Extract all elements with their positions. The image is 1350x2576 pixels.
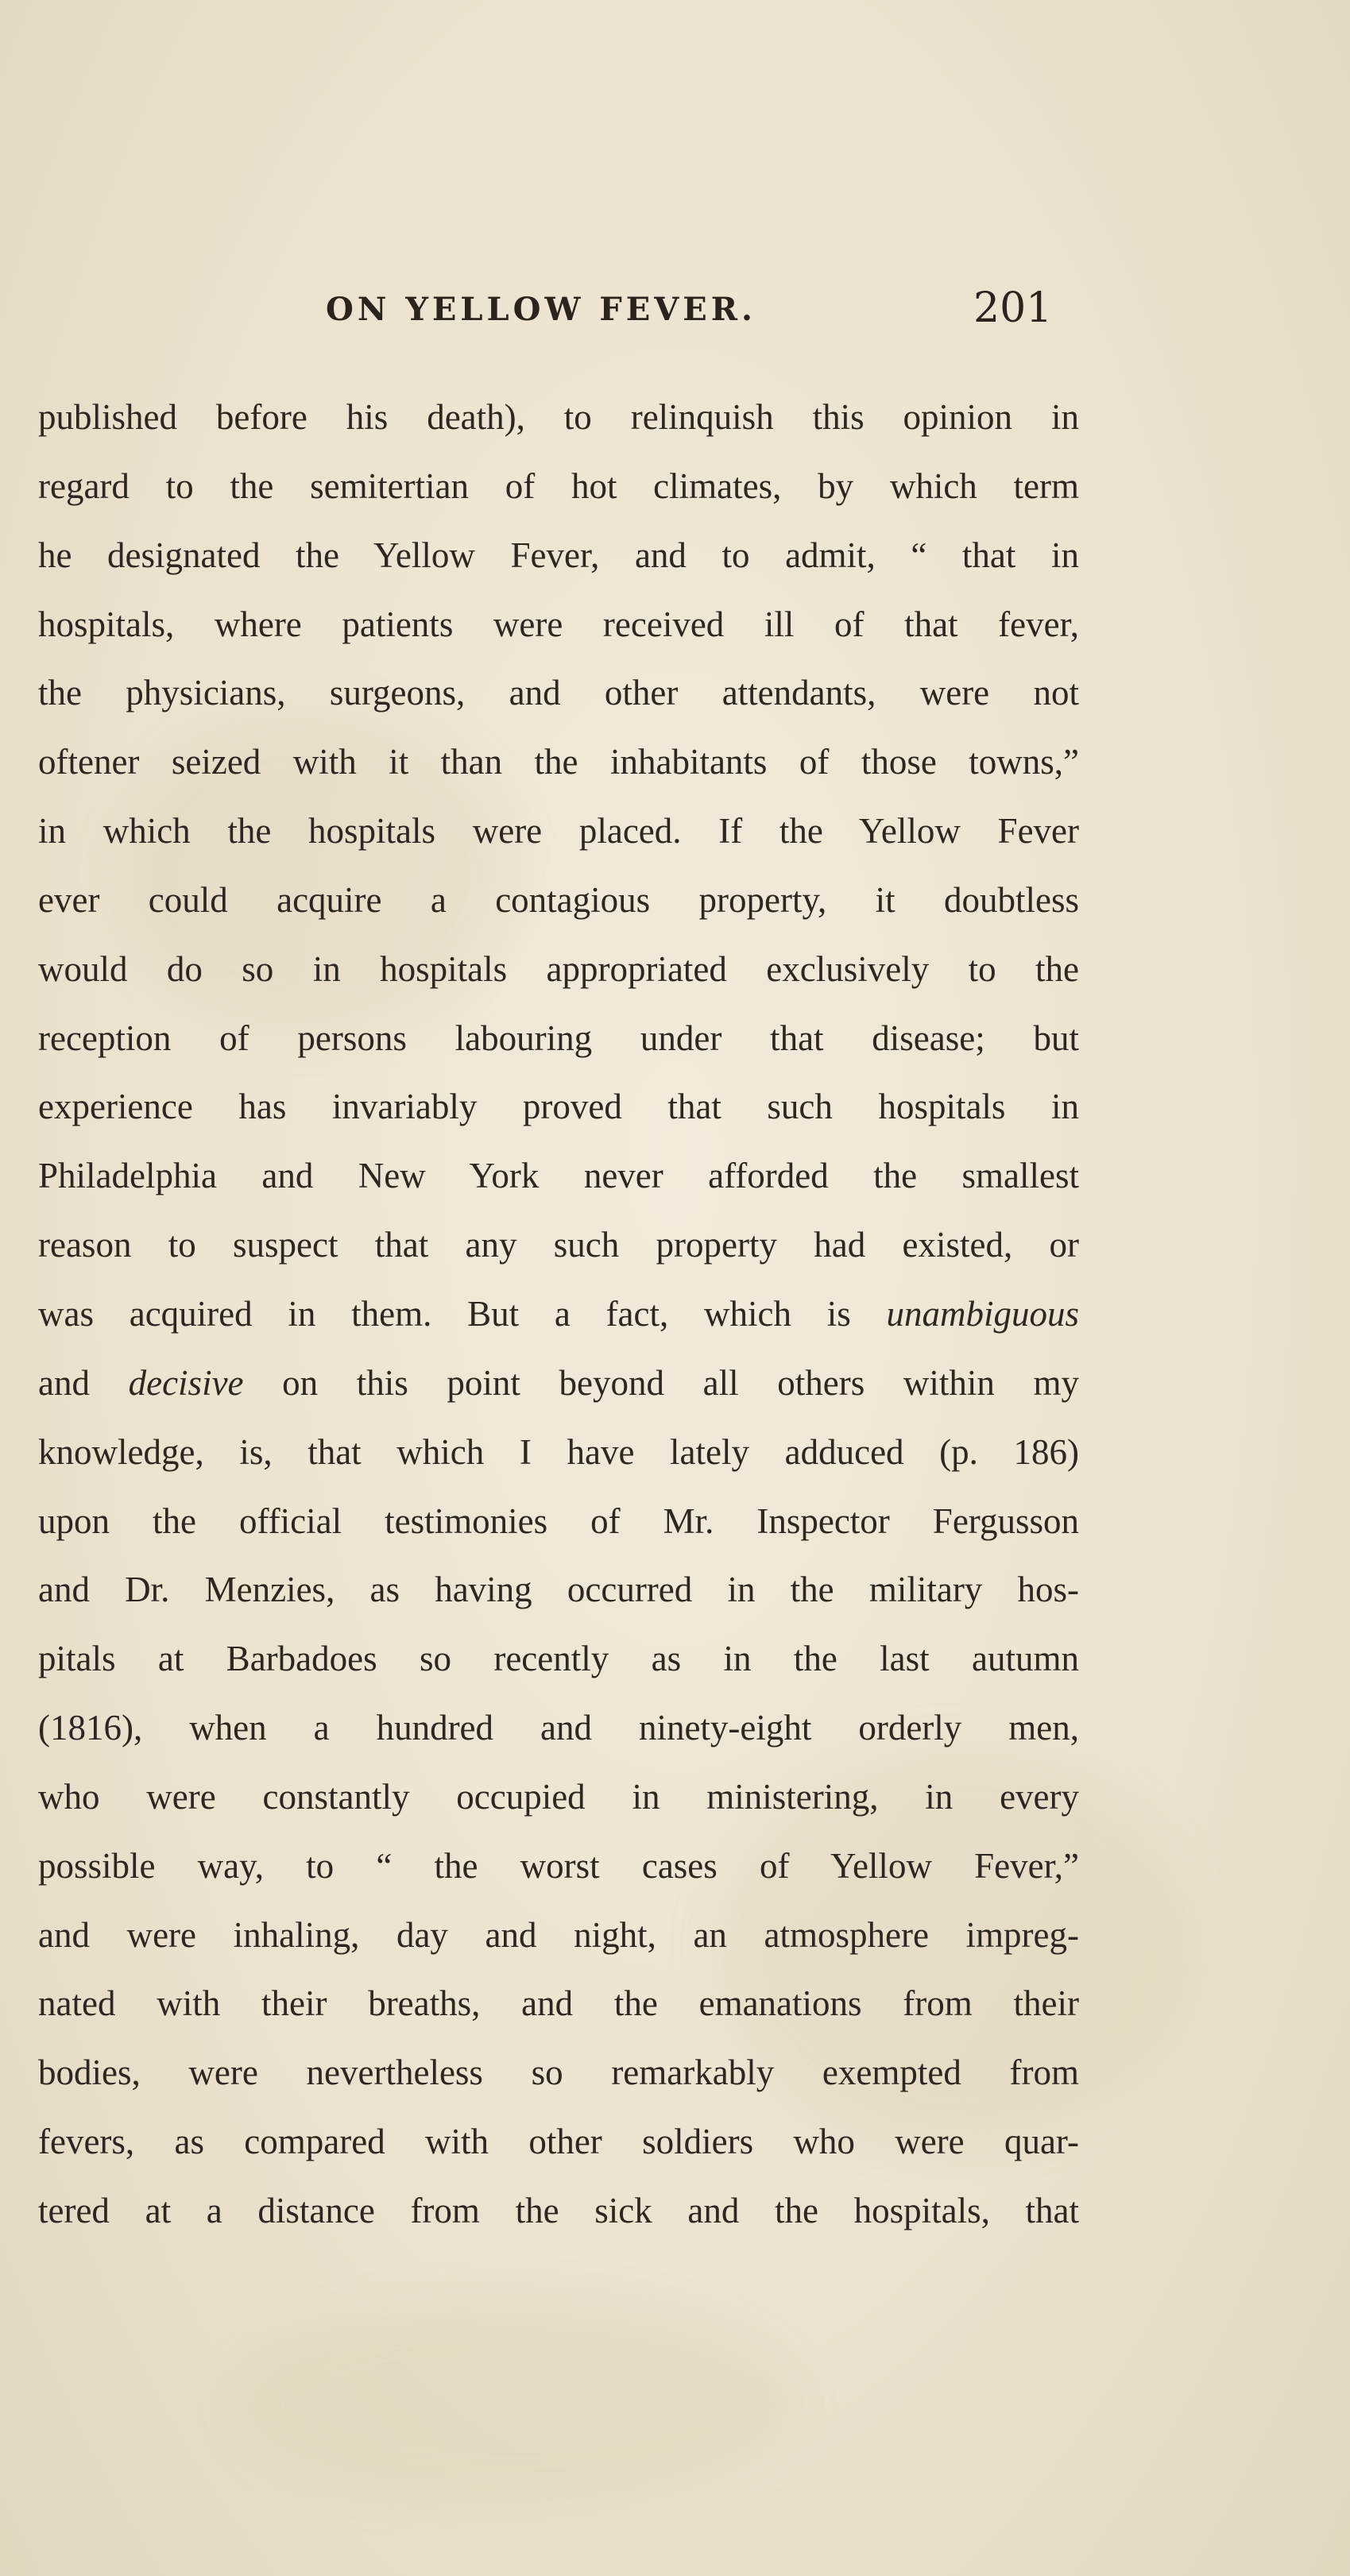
text-segment: on this point beyond all others within my [282,1362,1079,1403]
text-line: in which the hospitals were placed. If the Yellow Fever [38,811,1079,852]
running-title: ON YELLOW FEVER. [326,291,756,328]
text-line-with-italic [38,1349,1079,1418]
paper-stain [238,2304,795,2502]
text-line: ever could acquire a contagious property, it doubtless [38,879,1079,920]
text-line: tered at a distance from the sick and the hospitals, that [38,2190,1079,2230]
text-line: hospitals, where patients were received ill of that fever, [38,604,1079,644]
text-line: who were constantly occupied in ministering, in every [38,1776,1079,1817]
text-line: would do so in hospitals appropriated exclusively to the [38,948,1079,989]
text-line: reception of persons labouring under that disease; but [38,1018,1079,1058]
text-segment: was acquired in them. But a fact, which is [38,1293,851,1334]
page-header [0,284,1350,348]
text-line: upon the official testimonies of Mr. Inspector Fergusson [38,1500,1079,1541]
text-line-with-italic [38,1280,1079,1349]
body-text [38,383,1079,2246]
text-line: Philadelphia and New York never afforded the smallest [38,1156,1079,1196]
page-number: 201 [973,284,1053,332]
text-line: bodies, were nevertheless so remarkably exempted from [38,2053,1079,2093]
text-line: and were inhaling, day and night, an atmosphere impreg- [38,1914,1079,1955]
text-line: possible way, to “ the worst cases of Yellow Fever,” [38,1845,1079,1886]
text-line: he designated the Yellow Fever, and to admit, “ that in [38,535,1079,575]
text-line: the physicians, surgeons, and other attendants, were not [38,673,1079,713]
text-line: nated with their breaths, and the emanations from their [38,1983,1079,2024]
text-line: pitals at Barbadoes so recently as in the last autumn [38,1639,1079,1679]
italic-word: unambiguous [886,1293,1079,1334]
text-line: published before his death), to relinquish this opinion in [38,397,1079,437]
italic-word: decisive [128,1362,244,1403]
text-line: experience has invariably proved that such hospitals in [38,1087,1079,1127]
text-line: oftener seized with it than the inhabitants of those towns,” [38,742,1079,782]
text-line: fevers, as compared with other soldiers who were quar- [38,2122,1079,2162]
text-segment: and [38,1362,90,1403]
text-line: (1816), when a hundred and ninety-eight orderly men, [38,1708,1079,1748]
text-line: regard to the semitertian of hot climates, by which term [38,465,1079,506]
text-line: and Dr. Menzies, as having occurred in the military hos- [38,1570,1079,1610]
text-line: knowledge, is, that which I have lately adduced (p. 186) [38,1431,1079,1472]
text-line: reason to suspect that any such property had existed, or [38,1225,1079,1265]
